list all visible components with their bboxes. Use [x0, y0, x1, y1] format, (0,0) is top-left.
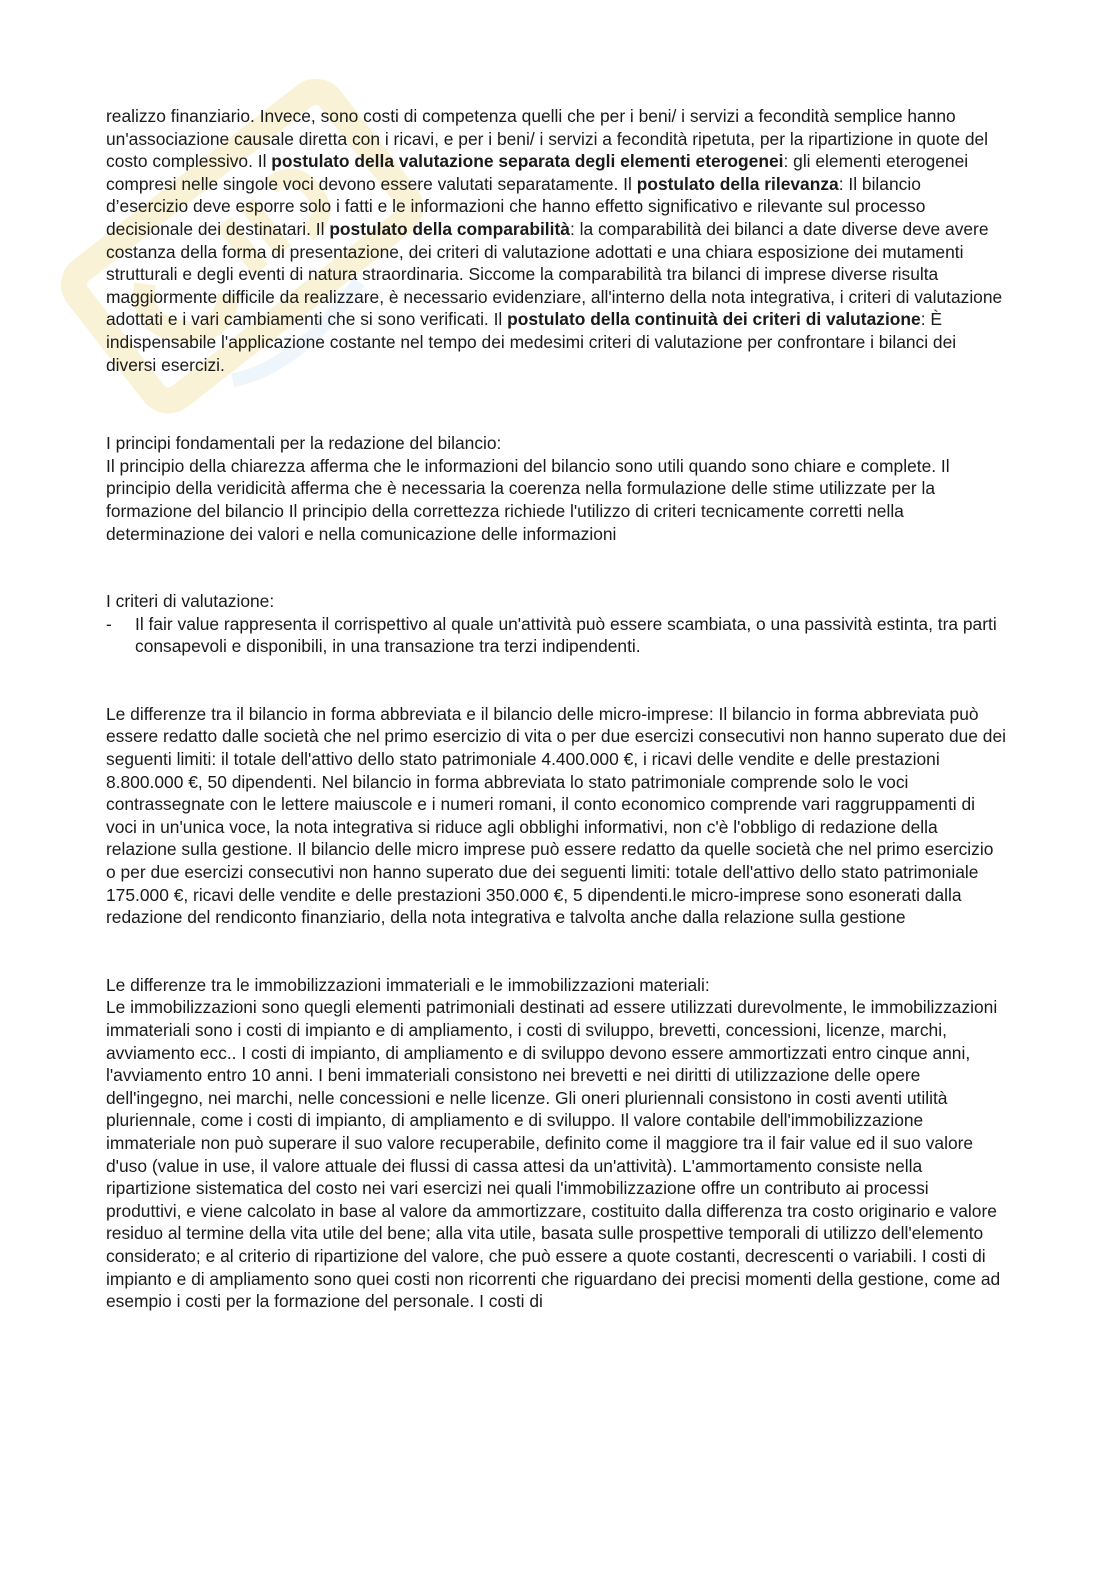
section-heading: I criteri di valutazione:	[106, 591, 275, 612]
bold-term: postulato della rilevanza	[636, 173, 839, 194]
dash-bullet: -	[106, 613, 112, 634]
list-item	[106, 613, 1006, 658]
spacer	[106, 658, 1006, 703]
section-heading: I principi fondamentali per la redazione del bilancio:	[106, 433, 502, 454]
spacer	[106, 376, 1006, 432]
paragraph-immobilizzazioni: Le immobilizzazioni sono quegli elementi patrimoniali destinati ad essere utilizzati durevolmente, le immobilizzazioni immateriali sono i costi di impianto e di ampliamento, i costi di sviluppo, brevetti, concessioni, licenze, marchi, avviamento ecc.. I costi di impianto, di ampliamento e di sviluppo devono essere ammortizzati entro cinque anni, l'avviamento entro 10 anni. I beni immateriali consistono nei brevetti e nei diritti di utilizzazione delle opere dell'ingegno, nei marchi, nelle concessioni e nelle licenze. Gli oneri pluriennali consistono in costi aventi utilità pluriennale, come i costi di impianto, di ampliamento e di sviluppo. Il valore contabile dell'immobilizzazione immateriale non può superare il suo valore recuperabile, definito come il maggiore tra il fair value ed il suo valore d'uso (value in use, il valore attuale dei flussi di cassa attesi da un'attività). L'ammortamento consiste nella ripartizione sistematica del costo nei vari esercizi nei quali l'immobilizzazione offre un contributo ai processi produttivi, e viene calcolato in base al valore da ammortizzare, costituito dalla differenza tra costo originario e valore residuo al termine della vita utile del bene; alla vita utile, basata sulle prospettive temporali di utilizzo dell'elemento considerato; e al criterio di ripartizione del valore, che può essere a quote costanti, decrescenti o variabili. I costi di impianto e di ampliamento sono quei costi non ricorrenti che riguardano dei precisi momenti della gestione, come ad esempio i costi per la formazione del personale. I costi di	[106, 997, 1001, 1312]
text-span: : la comparabilità dei bilanci a date diverse deve avere costanza della forma di presentazione, dei criteri di valutazione adottati e una chiara esposizione dei mutamenti strutturali e degli eventi di natura straordinaria. Siccome la comparabilità tra bilanci di imprese diverse risulta maggiormente difficile da realizzare, è necessario evidenziare, all'interno della nota integrativa, i criteri di valutazione adottati e i vari cambiamenti che si sono verificati. Il	[106, 218, 1003, 330]
text-span: : È indispensabile l'applicazione costante nel tempo dei medesimi criteri di valutazione per confrontare i bilanci dei diversi esercizi.	[106, 309, 957, 375]
text-span: : gli elementi eterogenei compresi nelle singole voci devono essere valutati separatamente. Il	[106, 151, 969, 194]
spacer	[106, 545, 1006, 590]
document-page	[106, 105, 1006, 1313]
bold-term: postulato della comparabilità	[329, 218, 570, 239]
text-span: : Il bilancio d’esercizio deve esporre solo i fatti e le informazioni che hanno effetto significativo e rilevante sul processo decisionale dei destinatari. Il	[106, 173, 926, 239]
spacer	[106, 929, 1006, 974]
paragraph-bilancio-abbreviato: Le differenze tra il bilancio in forma abbreviata e il bilancio delle micro-imprese: Il bilancio in forma abbreviata può essere redatto dalle società che nel primo esercizio di vita o per due esercizi consecutivi non hanno superato due dei seguenti limiti: il totale dell'attivo dello stato patrimoniale 4.400.000 €, i ricavi delle vendite e delle prestazioni 8.800.000 €, 50 dipendenti. Nel bilancio in forma abbreviata lo stato patrimoniale comprende solo le voci contrassegnate con le lettere maiuscole e i numeri romani, il conto economico comprende vari raggruppamenti di voci in un'unica voce, la nota integrativa si riduce agli obblighi informativi, non c'è l'obbligo di redazione della relazione sulla gestione. Il bilancio delle micro imprese può essere redatto da quelle società che nel primo esercizio o per due esercizi consecutivi non hanno superato due dei seguenti limiti: totale dell'attivo dello stato patrimoniale 175.000 €, ricavi delle vendite e delle prestazioni 350.000 €, 5 dipendenti.le micro-imprese sono esonerati dalla redazione del rendiconto finanziario, della nota integrativa e talvolta anche dalla relazione sulla gestione	[106, 703, 1007, 928]
bold-term: postulato della continuità dei criteri di valutazione	[507, 309, 921, 330]
section-heading: Le differenze tra le immobilizzazioni immateriali e le immobilizzazioni materiali:	[106, 974, 710, 995]
list-item-text: Il fair value rappresenta il corrispettivo al quale un'attività può essere scambiata, o una passività estinta, tra parti consapevoli e disponibili, in una transazione tra terzi indipendenti.	[135, 613, 997, 657]
criteria-list	[106, 613, 1006, 658]
paragraph-principi: Il principio della chiarezza afferma che le informazioni del bilancio sono utili quando sono chiare e complete. Il principio della veridicità afferma che è necessaria la coerenza nella formulazione delle stime utilizzate per la formazione del bilancio Il principio della correttezza richiede l'utilizzo di criteri tecnicamente corretti nella determinazione dei valori e nella comunicazione delle informazioni	[106, 455, 950, 544]
text-span: realizzo finanziario. Invece, sono costi di competenza quelli che per i beni/ i servizi a fecondità semplice hanno un'associazione causale diretta con i ricavi, e per i beni/ i servizi a fecondità ripetuta, per la ripartizione in quote del costo complessivo. Il	[106, 106, 989, 172]
paragraph-postulati	[106, 105, 1006, 376]
bold-term: postulato della valutazione separata degli elementi eterogenei	[271, 151, 784, 172]
